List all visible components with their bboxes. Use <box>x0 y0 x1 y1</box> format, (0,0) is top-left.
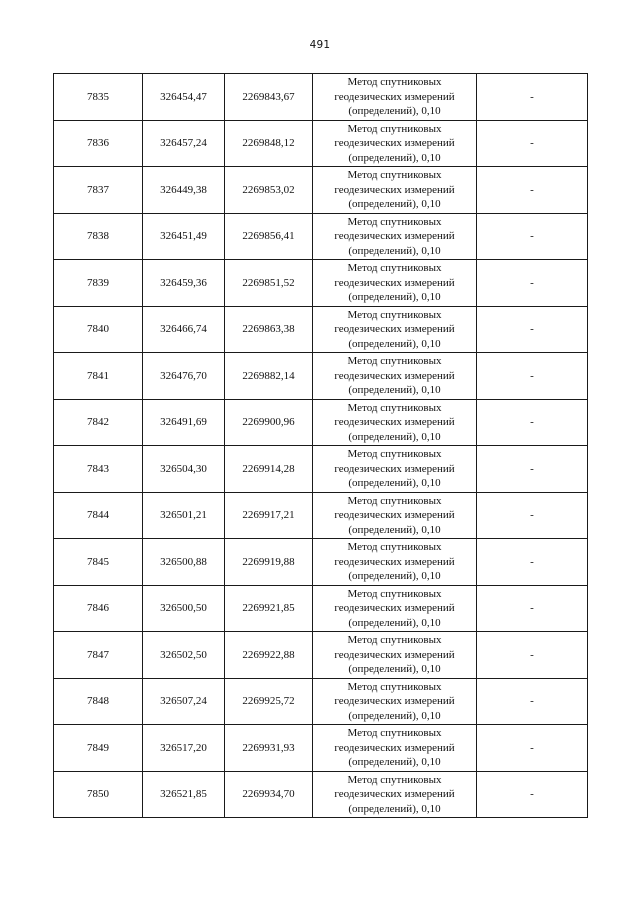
point-number-cell: 7844 <box>54 492 143 539</box>
table-row <box>54 771 588 818</box>
method-cell <box>313 306 477 353</box>
x-coordinate-cell: 326501,21 <box>143 492 225 539</box>
point-number-cell: 7843 <box>54 446 143 493</box>
description-cell: - <box>477 399 588 446</box>
method-cell <box>313 260 477 307</box>
description-cell: - <box>477 120 588 167</box>
x-coordinate-cell: 326491,69 <box>143 399 225 446</box>
description-cell: - <box>477 678 588 725</box>
point-number-cell: 7847 <box>54 632 143 679</box>
method-text: Метод спутниковых геодезических измерений (определений), 0,10 <box>334 587 455 629</box>
table-row <box>54 539 588 586</box>
table-row <box>54 446 588 493</box>
method-cell <box>313 585 477 632</box>
table-row <box>54 120 588 167</box>
description-cell: - <box>477 446 588 493</box>
x-coordinate-cell: 326521,85 <box>143 771 225 818</box>
description-cell: - <box>477 260 588 307</box>
point-number-cell: 7837 <box>54 167 143 214</box>
method-cell <box>313 678 477 725</box>
y-coordinate-cell: 2269900,96 <box>225 399 313 446</box>
x-coordinate-cell: 326500,88 <box>143 539 225 586</box>
y-coordinate-cell: 2269917,21 <box>225 492 313 539</box>
table-row <box>54 260 588 307</box>
description-cell: - <box>477 167 588 214</box>
method-cell <box>313 771 477 818</box>
method-text: Метод спутниковых геодезических измерений (определений), 0,10 <box>334 494 455 536</box>
table-row <box>54 678 588 725</box>
method-text: Метод спутниковых геодезических измерений (определений), 0,10 <box>334 169 455 210</box>
point-number-cell: 7841 <box>54 353 143 400</box>
method-cell <box>313 446 477 493</box>
point-number-cell: 7848 <box>54 678 143 725</box>
x-coordinate-cell: 326459,36 <box>143 260 225 307</box>
method-cell <box>313 492 477 539</box>
method-text: Метод спутниковых геодезических измерений (определений), 0,10 <box>334 773 455 815</box>
y-coordinate-cell: 2269914,28 <box>225 446 313 493</box>
y-coordinate-cell: 2269919,88 <box>225 539 313 586</box>
description-cell: - <box>477 306 588 353</box>
method-cell <box>313 167 477 214</box>
description-cell: - <box>477 539 588 586</box>
method-text: Метод спутниковых геодезических измерений (определений), 0,10 <box>334 76 455 117</box>
y-coordinate-cell: 2269925,72 <box>225 678 313 725</box>
y-coordinate-cell: 2269922,88 <box>225 632 313 679</box>
x-coordinate-cell: 326454,47 <box>143 74 225 121</box>
description-cell: - <box>477 725 588 772</box>
y-coordinate-cell: 2269856,41 <box>225 213 313 260</box>
x-coordinate-cell: 326502,50 <box>143 632 225 679</box>
description-cell: - <box>477 74 588 121</box>
method-cell <box>313 539 477 586</box>
method-text: Метод спутниковых геодезических измерений (определений), 0,10 <box>334 634 455 675</box>
point-number-cell: 7845 <box>54 539 143 586</box>
table-row <box>54 632 588 679</box>
method-text: Метод спутниковых геодезических измерений (определений), 0,10 <box>334 308 455 350</box>
method-cell <box>313 399 477 446</box>
x-coordinate-cell: 326466,74 <box>143 306 225 353</box>
method-text: Метод спутниковых геодезических измерений (определений), 0,10 <box>334 680 455 722</box>
point-number-cell: 7838 <box>54 213 143 260</box>
table-row <box>54 399 588 446</box>
method-text: Метод спутниковых геодезических измерений (определений), 0,10 <box>334 215 455 257</box>
x-coordinate-cell: 326457,24 <box>143 120 225 167</box>
y-coordinate-cell: 2269851,52 <box>225 260 313 307</box>
point-number-cell: 7836 <box>54 120 143 167</box>
method-text: Метод спутниковых геодезических измерений (определений), 0,10 <box>334 541 455 582</box>
point-number-cell: 7839 <box>54 260 143 307</box>
y-coordinate-cell: 2269843,67 <box>225 74 313 121</box>
x-coordinate-cell: 326449,38 <box>143 167 225 214</box>
x-coordinate-cell: 326507,24 <box>143 678 225 725</box>
coordinates-table <box>53 73 588 818</box>
table-row <box>54 353 588 400</box>
method-text: Метод спутниковых геодезических измерений (определений), 0,10 <box>334 727 455 768</box>
point-number-cell: 7849 <box>54 725 143 772</box>
point-number-cell: 7846 <box>54 585 143 632</box>
method-text: Метод спутниковых геодезических измерений (определений), 0,10 <box>334 122 455 164</box>
description-cell: - <box>477 585 588 632</box>
x-coordinate-cell: 326476,70 <box>143 353 225 400</box>
table-row <box>54 213 588 260</box>
point-number-cell: 7842 <box>54 399 143 446</box>
x-coordinate-cell: 326500,50 <box>143 585 225 632</box>
table-row <box>54 306 588 353</box>
y-coordinate-cell: 2269921,85 <box>225 585 313 632</box>
table-row <box>54 167 588 214</box>
method-text: Метод спутниковых геодезических измерений (определений), 0,10 <box>334 448 455 489</box>
method-text: Метод спутниковых геодезических измерений (определений), 0,10 <box>334 401 455 443</box>
point-number-cell: 7850 <box>54 771 143 818</box>
y-coordinate-cell: 2269848,12 <box>225 120 313 167</box>
y-coordinate-cell: 2269934,70 <box>225 771 313 818</box>
table-row <box>54 492 588 539</box>
method-cell <box>313 632 477 679</box>
description-cell: - <box>477 353 588 400</box>
method-cell <box>313 725 477 772</box>
description-cell: - <box>477 492 588 539</box>
method-cell <box>313 353 477 400</box>
page-number: 491 <box>309 39 331 51</box>
point-number-cell: 7840 <box>54 306 143 353</box>
description-cell: - <box>477 771 588 818</box>
method-cell <box>313 74 477 121</box>
y-coordinate-cell: 2269931,93 <box>225 725 313 772</box>
x-coordinate-cell: 326517,20 <box>143 725 225 772</box>
method-cell <box>313 213 477 260</box>
y-coordinate-cell: 2269853,02 <box>225 167 313 214</box>
coordinates-table-body <box>54 74 588 818</box>
x-coordinate-cell: 326504,30 <box>143 446 225 493</box>
description-cell: - <box>477 632 588 679</box>
table-row <box>54 725 588 772</box>
x-coordinate-cell: 326451,49 <box>143 213 225 260</box>
method-text: Метод спутниковых геодезических измерений (определений), 0,10 <box>334 355 455 396</box>
method-text: Метод спутниковых геодезических измерений (определений), 0,10 <box>334 262 455 303</box>
table-row <box>54 74 588 121</box>
point-number-cell: 7835 <box>54 74 143 121</box>
table-row <box>54 585 588 632</box>
description-cell: - <box>477 213 588 260</box>
method-cell <box>313 120 477 167</box>
y-coordinate-cell: 2269882,14 <box>225 353 313 400</box>
y-coordinate-cell: 2269863,38 <box>225 306 313 353</box>
